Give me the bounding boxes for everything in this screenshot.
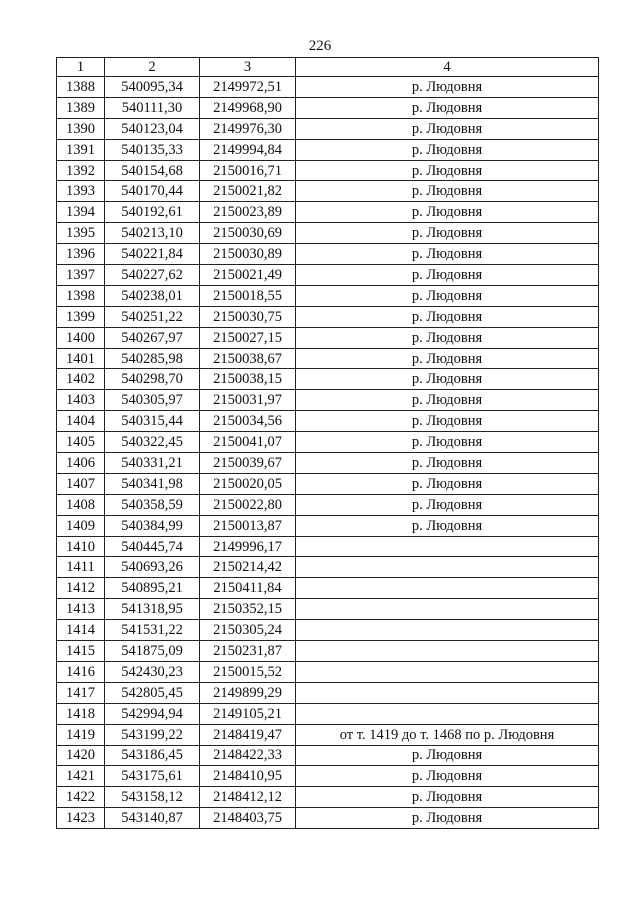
table-row xyxy=(57,745,599,766)
cell-x-coordinate: 543199,22 xyxy=(105,724,200,745)
cell-y-coordinate: 2150030,69 xyxy=(200,223,296,244)
cell-description xyxy=(296,661,599,682)
table-row xyxy=(57,306,599,327)
cell-y-coordinate: 2150023,89 xyxy=(200,202,296,223)
cell-y-coordinate: 2150021,82 xyxy=(200,181,296,202)
cell-y-coordinate: 2150231,87 xyxy=(200,641,296,662)
cell-description xyxy=(296,599,599,620)
cell-description xyxy=(296,682,599,703)
cell-y-coordinate: 2149972,51 xyxy=(200,77,296,98)
cell-point-number: 1415 xyxy=(57,641,105,662)
header-x-coordinate: 2 xyxy=(105,58,200,77)
cell-point-number: 1389 xyxy=(57,97,105,118)
cell-x-coordinate: 540213,10 xyxy=(105,223,200,244)
cell-x-coordinate: 542430,23 xyxy=(105,661,200,682)
cell-y-coordinate: 2150020,05 xyxy=(200,473,296,494)
cell-x-coordinate: 540322,45 xyxy=(105,432,200,453)
cell-x-coordinate: 542805,45 xyxy=(105,682,200,703)
table-row xyxy=(57,118,599,139)
cell-description xyxy=(296,641,599,662)
cell-y-coordinate: 2150214,42 xyxy=(200,557,296,578)
cell-description: р. Людовня xyxy=(296,411,599,432)
cell-description: р. Людовня xyxy=(296,160,599,181)
cell-point-number: 1418 xyxy=(57,703,105,724)
table-row xyxy=(57,223,599,244)
cell-y-coordinate: 2148422,33 xyxy=(200,745,296,766)
table-body xyxy=(57,77,599,829)
cell-x-coordinate: 540341,98 xyxy=(105,473,200,494)
table-row xyxy=(57,160,599,181)
cell-description: р. Людовня xyxy=(296,244,599,265)
cell-description: р. Людовня xyxy=(296,766,599,787)
cell-y-coordinate: 2149996,17 xyxy=(200,536,296,557)
cell-x-coordinate: 542994,94 xyxy=(105,703,200,724)
table-row xyxy=(57,641,599,662)
cell-y-coordinate: 2150038,15 xyxy=(200,369,296,390)
cell-point-number: 1402 xyxy=(57,369,105,390)
cell-y-coordinate: 2149105,21 xyxy=(200,703,296,724)
cell-x-coordinate: 540693,26 xyxy=(105,557,200,578)
table-row xyxy=(57,181,599,202)
cell-point-number: 1397 xyxy=(57,265,105,286)
table-header-row xyxy=(57,58,599,77)
cell-y-coordinate: 2148412,12 xyxy=(200,787,296,808)
cell-point-number: 1410 xyxy=(57,536,105,557)
cell-point-number: 1404 xyxy=(57,411,105,432)
cell-point-number: 1409 xyxy=(57,515,105,536)
cell-y-coordinate: 2149968,90 xyxy=(200,97,296,118)
cell-point-number: 1392 xyxy=(57,160,105,181)
cell-point-number: 1413 xyxy=(57,599,105,620)
cell-description: р. Людовня xyxy=(296,494,599,515)
cell-y-coordinate: 2150015,52 xyxy=(200,661,296,682)
cell-x-coordinate: 540170,44 xyxy=(105,181,200,202)
cell-x-coordinate: 540238,01 xyxy=(105,285,200,306)
cell-description: р. Людовня xyxy=(296,285,599,306)
cell-y-coordinate: 2150038,67 xyxy=(200,348,296,369)
table-row xyxy=(57,766,599,787)
cell-x-coordinate: 540123,04 xyxy=(105,118,200,139)
cell-description: р. Людовня xyxy=(296,348,599,369)
cell-x-coordinate: 543158,12 xyxy=(105,787,200,808)
cell-y-coordinate: 2150352,15 xyxy=(200,599,296,620)
cell-x-coordinate: 540331,21 xyxy=(105,453,200,474)
table-row xyxy=(57,787,599,808)
cell-description: от т. 1419 до т. 1468 по р. Людовня xyxy=(296,724,599,745)
cell-y-coordinate: 2150031,97 xyxy=(200,390,296,411)
cell-y-coordinate: 2150013,87 xyxy=(200,515,296,536)
cell-description xyxy=(296,557,599,578)
table-row xyxy=(57,285,599,306)
header-point-number: 1 xyxy=(57,58,105,77)
cell-point-number: 1420 xyxy=(57,745,105,766)
cell-x-coordinate: 540358,59 xyxy=(105,494,200,515)
cell-description: р. Людовня xyxy=(296,787,599,808)
cell-description: р. Людовня xyxy=(296,97,599,118)
cell-x-coordinate: 540192,61 xyxy=(105,202,200,223)
cell-point-number: 1414 xyxy=(57,620,105,641)
table-row xyxy=(57,139,599,160)
cell-x-coordinate: 540298,70 xyxy=(105,369,200,390)
cell-point-number: 1411 xyxy=(57,557,105,578)
cell-y-coordinate: 2150018,55 xyxy=(200,285,296,306)
cell-point-number: 1421 xyxy=(57,766,105,787)
cell-description: р. Людовня xyxy=(296,327,599,348)
cell-point-number: 1416 xyxy=(57,661,105,682)
cell-y-coordinate: 2150034,56 xyxy=(200,411,296,432)
cell-x-coordinate: 541318,95 xyxy=(105,599,200,620)
cell-x-coordinate: 540154,68 xyxy=(105,160,200,181)
cell-description xyxy=(296,620,599,641)
cell-x-coordinate: 540095,34 xyxy=(105,77,200,98)
cell-x-coordinate: 543140,87 xyxy=(105,808,200,829)
cell-y-coordinate: 2150021,49 xyxy=(200,265,296,286)
cell-description xyxy=(296,578,599,599)
table-row xyxy=(57,682,599,703)
cell-description xyxy=(296,703,599,724)
cell-description: р. Людовня xyxy=(296,118,599,139)
cell-description: р. Людовня xyxy=(296,369,599,390)
table-row xyxy=(57,202,599,223)
table-row xyxy=(57,473,599,494)
table-row xyxy=(57,578,599,599)
cell-point-number: 1394 xyxy=(57,202,105,223)
table-row xyxy=(57,97,599,118)
cell-point-number: 1406 xyxy=(57,453,105,474)
cell-point-number: 1417 xyxy=(57,682,105,703)
cell-description: р. Людовня xyxy=(296,808,599,829)
cell-description xyxy=(296,536,599,557)
cell-point-number: 1401 xyxy=(57,348,105,369)
cell-point-number: 1403 xyxy=(57,390,105,411)
table-row xyxy=(57,494,599,515)
cell-x-coordinate: 540227,62 xyxy=(105,265,200,286)
cell-x-coordinate: 540251,22 xyxy=(105,306,200,327)
cell-description: р. Людовня xyxy=(296,432,599,453)
cell-point-number: 1408 xyxy=(57,494,105,515)
table-row xyxy=(57,453,599,474)
cell-description: р. Людовня xyxy=(296,265,599,286)
cell-description: р. Людовня xyxy=(296,139,599,160)
table-row xyxy=(57,557,599,578)
cell-x-coordinate: 540267,97 xyxy=(105,327,200,348)
table-row xyxy=(57,661,599,682)
coordinates-table xyxy=(56,57,599,829)
cell-y-coordinate: 2149976,30 xyxy=(200,118,296,139)
table-row xyxy=(57,77,599,98)
cell-point-number: 1423 xyxy=(57,808,105,829)
cell-point-number: 1395 xyxy=(57,223,105,244)
cell-y-coordinate: 2148419,47 xyxy=(200,724,296,745)
header-description: 4 xyxy=(296,58,599,77)
cell-point-number: 1398 xyxy=(57,285,105,306)
page-number: 226 xyxy=(308,38,332,54)
cell-x-coordinate: 540895,21 xyxy=(105,578,200,599)
cell-point-number: 1407 xyxy=(57,473,105,494)
cell-description: р. Людовня xyxy=(296,306,599,327)
table-row xyxy=(57,620,599,641)
cell-point-number: 1405 xyxy=(57,432,105,453)
cell-x-coordinate: 540445,74 xyxy=(105,536,200,557)
cell-point-number: 1412 xyxy=(57,578,105,599)
cell-description: р. Людовня xyxy=(296,390,599,411)
cell-point-number: 1393 xyxy=(57,181,105,202)
cell-x-coordinate: 540305,97 xyxy=(105,390,200,411)
cell-y-coordinate: 2149994,84 xyxy=(200,139,296,160)
table-row xyxy=(57,390,599,411)
cell-y-coordinate: 2150016,71 xyxy=(200,160,296,181)
cell-y-coordinate: 2150030,89 xyxy=(200,244,296,265)
cell-x-coordinate: 540221,84 xyxy=(105,244,200,265)
table-row xyxy=(57,265,599,286)
cell-x-coordinate: 540384,99 xyxy=(105,515,200,536)
table-row xyxy=(57,515,599,536)
cell-point-number: 1391 xyxy=(57,139,105,160)
cell-x-coordinate: 540285,98 xyxy=(105,348,200,369)
cell-point-number: 1396 xyxy=(57,244,105,265)
cell-point-number: 1399 xyxy=(57,306,105,327)
cell-description: р. Людовня xyxy=(296,745,599,766)
cell-x-coordinate: 543186,45 xyxy=(105,745,200,766)
cell-y-coordinate: 2150039,67 xyxy=(200,453,296,474)
cell-x-coordinate: 540111,30 xyxy=(105,97,200,118)
table-row xyxy=(57,348,599,369)
cell-x-coordinate: 540135,33 xyxy=(105,139,200,160)
cell-y-coordinate: 2150041,07 xyxy=(200,432,296,453)
table-row xyxy=(57,432,599,453)
cell-point-number: 1388 xyxy=(57,77,105,98)
table-row xyxy=(57,327,599,348)
cell-y-coordinate: 2150022,80 xyxy=(200,494,296,515)
cell-description: р. Людовня xyxy=(296,473,599,494)
cell-x-coordinate: 541875,09 xyxy=(105,641,200,662)
cell-description: р. Людовня xyxy=(296,181,599,202)
cell-y-coordinate: 2150305,24 xyxy=(200,620,296,641)
cell-x-coordinate: 543175,61 xyxy=(105,766,200,787)
cell-y-coordinate: 2150027,15 xyxy=(200,327,296,348)
table-row xyxy=(57,411,599,432)
table-row xyxy=(57,703,599,724)
cell-point-number: 1400 xyxy=(57,327,105,348)
table-row xyxy=(57,244,599,265)
cell-y-coordinate: 2148403,75 xyxy=(200,808,296,829)
table-row xyxy=(57,599,599,620)
table-row xyxy=(57,369,599,390)
cell-description: р. Людовня xyxy=(296,223,599,244)
table-row xyxy=(57,808,599,829)
header-y-coordinate: 3 xyxy=(200,58,296,77)
cell-point-number: 1422 xyxy=(57,787,105,808)
cell-y-coordinate: 2148410,95 xyxy=(200,766,296,787)
cell-point-number: 1419 xyxy=(57,724,105,745)
cell-y-coordinate: 2150411,84 xyxy=(200,578,296,599)
cell-description: р. Людовня xyxy=(296,77,599,98)
cell-x-coordinate: 540315,44 xyxy=(105,411,200,432)
cell-description: р. Людовня xyxy=(296,453,599,474)
table-row xyxy=(57,724,599,745)
cell-description: р. Людовня xyxy=(296,515,599,536)
cell-y-coordinate: 2149899,29 xyxy=(200,682,296,703)
cell-description: р. Людовня xyxy=(296,202,599,223)
table-row xyxy=(57,536,599,557)
cell-x-coordinate: 541531,22 xyxy=(105,620,200,641)
cell-point-number: 1390 xyxy=(57,118,105,139)
cell-y-coordinate: 2150030,75 xyxy=(200,306,296,327)
